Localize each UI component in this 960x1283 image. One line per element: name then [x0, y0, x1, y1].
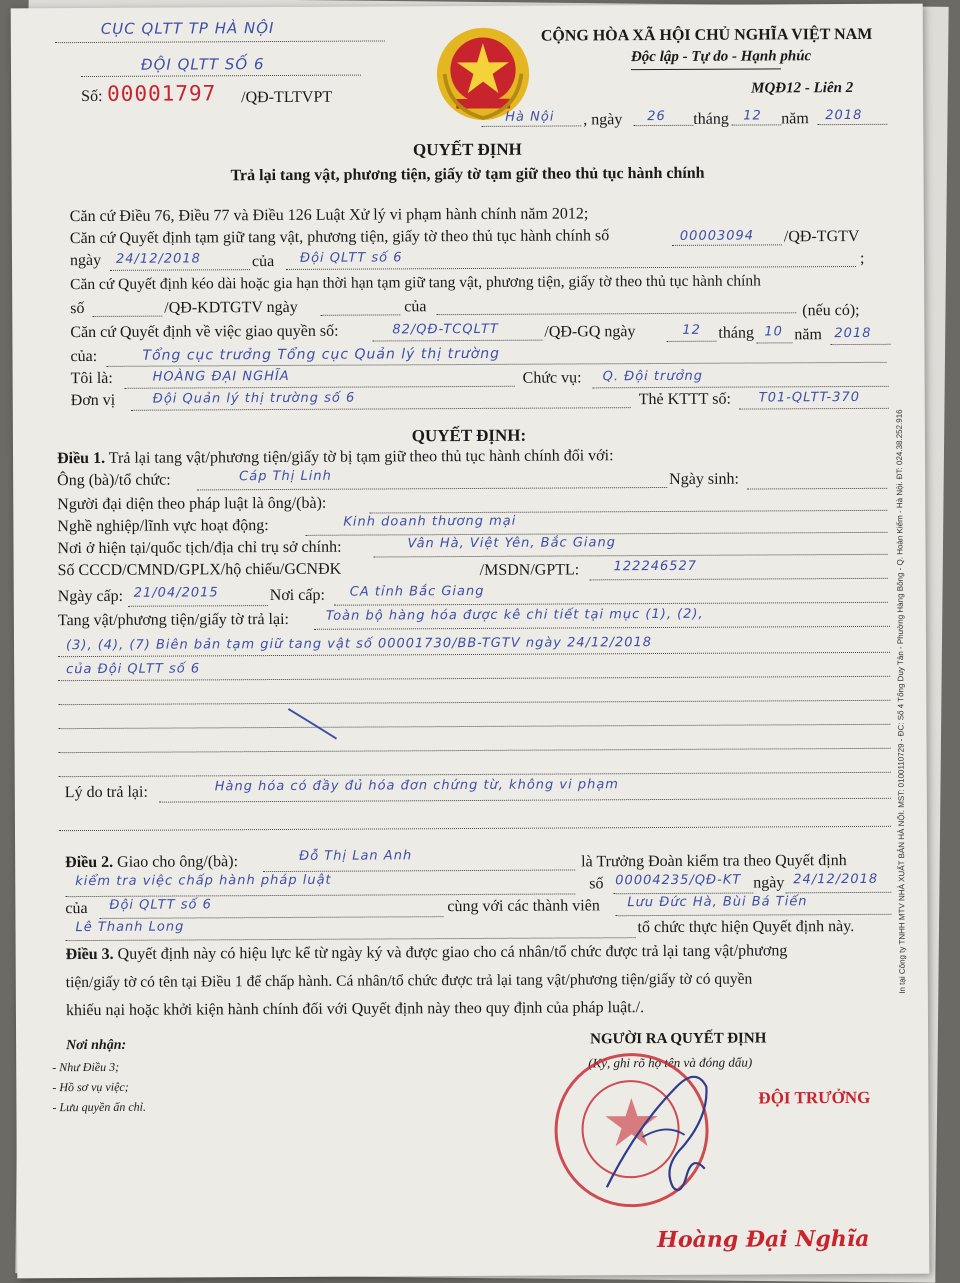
date-place: Hà Nội — [505, 109, 555, 125]
recipient-2: - Hồ sơ vụ việc; — [52, 1079, 129, 1095]
signer-note: (Ký, ghi rõ họ tên và đóng dấu) — [588, 1054, 753, 1071]
team-leader-name: Đỗ Thị Lan Anh — [299, 848, 413, 864]
article-1-heading: Điều 1. — [56, 449, 106, 468]
address-value: Vân Hà, Việt Yên, Bắc Giang — [407, 535, 616, 552]
printer-note: In tại Công ty TNHH MTV NHÀ XUẤT BẢN HÀ NỘI. MST: 0100110729 - ĐC: Số 4 Tống Duy Tân - Phường Hàng Bông - Q. Hoàn Kiếm - Hà Nội. ĐT: 024.38.252.916 — [894, 409, 907, 994]
decision-document — [11, 4, 930, 1279]
officer-name: HOÀNG ĐẠI NGHĨA — [152, 368, 290, 385]
strike-mark — [284, 703, 344, 743]
issue-date-label: Ngày cấp: — [57, 587, 124, 606]
basis-line-4: Căn cứ Quyết định kéo dài hoặc gia hạn thời hạn tạm giữ tang vật, phương tiện, giấy tờ theo thủ tục hành chính — [70, 272, 761, 294]
members-line-1: Lưu Đức Hà, Bùi Bá Tiến — [627, 894, 808, 911]
basis-line-7-label: của: — [70, 347, 98, 366]
basis-line-5-c: của — [404, 298, 427, 316]
document-subtitle: Trả lại tang vật, phương tiện, giấy tờ tạm giữ theo thủ tục hành chính — [230, 164, 705, 185]
signer-title: NGƯỜI RA QUYẾT ĐỊNH — [590, 1030, 767, 1048]
inspection-issuer: Đội QLTT số 6 — [109, 897, 212, 913]
month-label: tháng — [693, 110, 729, 128]
number-label: Số: — [81, 87, 103, 106]
members-label: cùng với các thành viên — [447, 897, 600, 916]
article-2-text-2: là Trưởng Đoàn kiểm tra theo Quyết định — [581, 852, 847, 871]
date-month: 12 — [743, 108, 762, 124]
document-title: QUYẾT ĐỊNH — [412, 139, 522, 160]
number-suffix: /QĐ-TLTVPT — [241, 88, 333, 107]
country-name: CỘNG HÒA XÃ HỘI CHỦ NGHĨA VIỆT NAM — [540, 25, 873, 45]
agency-name: CỤC QLTT TP HÀ NỘI — [100, 19, 275, 38]
signer-position: ĐỘI TRƯỞNG — [758, 1087, 871, 1108]
id-number: 122246527 — [613, 558, 698, 575]
date-day: 26 — [647, 108, 666, 125]
basis-line-5-d: (nếu có); — [802, 301, 860, 320]
article-2-heading: Điều 2. — [65, 853, 114, 872]
issue-place: CA tỉnh Bắc Giang — [349, 583, 485, 600]
seizure-decision-suffix: /QĐ-TGTV — [783, 227, 860, 246]
basis-line-2: Căn cứ Quyết định tạm giữ tang vật, phương tiện, giấy tờ theo thủ tục hành chính số — [69, 227, 610, 248]
officer-label: Tôi là: — [70, 369, 113, 388]
delegation-month-label: tháng — [718, 324, 754, 342]
id-label-mid: /MSDN/GPTL: — [479, 561, 580, 579]
document-number: 00001797 — [107, 81, 217, 106]
occupation-value: Kinh doanh thương mại — [343, 513, 517, 530]
items-label: Tang vật/phương tiện/giấy tờ trả lại: — [57, 610, 290, 630]
article-3-line-1: Quyết định này có hiệu lực kể từ ngày ký và được giao cho cá nhân/tổ chức được trả lại tang vật/phương — [117, 942, 788, 963]
delegating-authority: Tổng cục trưởng Tổng cục Quản lý thị trường — [142, 345, 501, 364]
national-emblem-icon — [435, 26, 532, 123]
delegation-year-label: năm — [794, 326, 822, 344]
day-label: , ngày — [583, 111, 623, 129]
basis-line-6-label: Căn cứ Quyết định về việc giao quyền số: — [70, 322, 339, 342]
items-line-1: Toàn bộ hàng hóa được kê chi tiết tại mục (1), (2), — [325, 606, 704, 624]
inspector-card-label: Thẻ KTTT số: — [638, 390, 731, 409]
seizure-decision-date: 24/12/2018 — [115, 251, 201, 267]
article-3-line-3: khiếu nại hoặc khởi kiện hành chính đối với Quyết định này theo quy định của pháp luật./. — [65, 999, 645, 1020]
delegation-year: 2018 — [834, 325, 872, 342]
inspection-date: 24/12/2018 — [793, 871, 879, 888]
year-label: năm — [781, 110, 809, 128]
basis-line-5-a: số — [70, 300, 85, 318]
inspection-no-value: 00004235/QĐ-KT — [615, 872, 742, 889]
article-2-end: tổ chức thực hiện Quyết định này. — [637, 917, 855, 937]
basis-line-3-end: ; — [859, 249, 865, 267]
basis-line-6-mid: /QĐ-GQ ngày — [544, 323, 636, 341]
officer-role: Q. Đội trưởng — [602, 368, 704, 385]
inspection-date-label: ngày — [753, 874, 785, 892]
occupation-label: Nghề nghiệp/lĩnh vực hoạt động: — [57, 517, 269, 536]
date-year: 2018 — [825, 107, 863, 124]
recipient-1: - Như Điều 3; — [52, 1059, 120, 1075]
dob-label: Ngày sinh: — [669, 470, 739, 488]
items-line-3: của Đội QLTT số 6 — [66, 661, 201, 678]
signer-name: Hoàng Đại Nghĩa — [657, 1225, 870, 1254]
basis-line-3-label: ngày — [69, 251, 102, 270]
inspection-no-label: số — [589, 875, 604, 893]
article-3-line-2: tiện/giấy tờ có tên tại Điều 1 để chấp hành. Cá nhân/tổ chức được trả lại tang vật/phương tiện/giấy tờ có quyền — [65, 970, 753, 992]
recipients-heading: Nơi nhận: — [66, 1037, 127, 1054]
address-label: Nơi ở hiện tại/quốc tịch/địa chỉ trụ sở chính: — [57, 538, 342, 558]
inspector-card-number: T01-QLTT-370 — [758, 389, 861, 406]
inspection-decision-name: kiểm tra việc chấp hành pháp luật — [75, 872, 332, 890]
reason-label: Lý do trả lại: — [64, 783, 148, 802]
article-1-text: Trả lại tang vật/phương tiện/giấy tờ bị tạm giữ theo thủ tục hành chính đối với: — [108, 447, 614, 467]
motto: Độc lập - Tự do - Hạnh phúc — [630, 48, 812, 66]
person-label: Ông (bà)/tổ chức: — [57, 471, 171, 490]
unit-name: ĐỘI QLTT SỐ 6 — [140, 55, 265, 74]
reason-value: Hàng hóa có đầy đủ hóa đơn chứng từ, không vi phạm — [214, 777, 619, 795]
inspection-of-label: của — [65, 900, 88, 918]
recipient-3: - Lưu quyền ấn chỉ. — [52, 1099, 147, 1115]
issue-place-label: Nơi cấp: — [269, 586, 325, 605]
seizure-decision-number: 00003094 — [679, 228, 755, 244]
delegation-day: 12 — [682, 322, 701, 338]
issue-date: 21/04/2015 — [133, 585, 219, 601]
form-code: MQĐ12 - Liên 2 — [751, 79, 854, 97]
members-line-2: Lê Thanh Long — [75, 919, 185, 936]
basis-line-5-b: /QĐ-KDTGTV ngày — [164, 298, 298, 317]
officer-role-label: Chức vụ: — [522, 369, 582, 387]
items-line-2: (3), (4), (7) Biên bản tạm giữ tang vật số 00001730/BB-TGTV ngày 24/12/2018 — [65, 635, 653, 654]
delegation-month: 10 — [764, 324, 783, 340]
basis-line-3-of: của — [251, 253, 275, 271]
delegation-decision-number: 82/QĐ-TCQLTT — [392, 321, 499, 338]
representative-label: Người đại diện theo pháp luật là ông/(bà): — [57, 494, 327, 514]
article-3-heading: Điều 3. — [65, 945, 114, 964]
officer-unit: Đội Quản lý thị trường số 6 — [152, 390, 356, 407]
unit-label: Đơn vị — [70, 391, 116, 410]
basis-line-1: Căn cứ Điều 76, Điều 77 và Điều 126 Luật Xử lý vi phạm hành chính năm 2012; — [69, 205, 589, 226]
decision-heading: QUYẾT ĐỊNH: — [411, 425, 527, 446]
seizure-decision-issuer: Đội QLTT số 6 — [299, 250, 403, 266]
person-name: Cáp Thị Linh — [239, 468, 332, 485]
id-label: Số CCCD/CMND/GPLX/hộ chiếu/GCNĐK — [57, 560, 342, 580]
signature-icon — [576, 1057, 727, 1208]
article-2-text-1: Giao cho ông/(bà): — [117, 853, 239, 871]
